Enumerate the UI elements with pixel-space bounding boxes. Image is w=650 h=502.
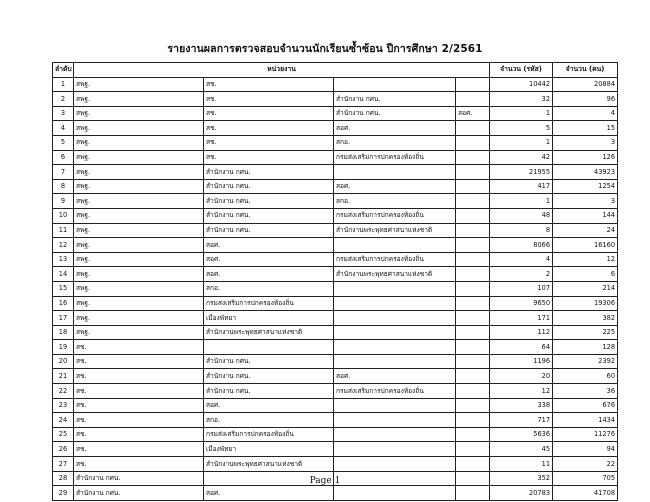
cell-seq: 29 [53,486,74,501]
cell-unit-3 [334,238,456,253]
cell-count-people: 1254 [553,179,618,194]
cell-unit-1: สพฐ. [74,296,204,311]
page-footer: Page 1 [309,476,341,486]
cell-count-people: 96 [553,92,618,107]
cell-unit-4 [456,165,490,180]
cell-count-people: 214 [553,281,618,296]
cell-unit-3: สำนักงานพระพุทธศาสนาแห่งชาติ [334,267,456,282]
cell-seq: 8 [53,179,74,194]
cell-unit-1: สช. [74,369,204,384]
cell-unit-2: สำนักงานพระพุทธศาสนาแห่งชาติ [204,457,334,472]
table-row [53,442,618,457]
cell-seq: 26 [53,442,74,457]
cell-unit-4 [456,369,490,384]
cell-unit-2: สกอ. [204,281,334,296]
cell-count-ids: 20 [490,369,553,384]
cell-unit-3: กรมส่งเสริมการปกครองท้องถิ่น [334,384,456,399]
cell-unit-3: สำนักงาน กศน. [334,92,456,107]
header-count-ids: จำนวน (รหัส) [490,63,553,78]
cell-unit-2: เมืองพัทยา [204,311,334,326]
cell-unit-4: สอศ. [456,106,490,121]
cell-unit-1: สพฐ. [74,165,204,180]
cell-unit-2: สช. [204,135,334,150]
cell-unit-4 [456,325,490,340]
cell-count-ids: 45 [490,442,553,457]
cell-seq: 10 [53,208,74,223]
cell-unit-2: สอศ. [204,486,334,501]
cell-unit-3 [334,165,456,180]
cell-seq: 27 [53,457,74,472]
cell-unit-1: สำนักงาน กศน. [74,471,204,486]
cell-unit-3: สกอ. [334,194,456,209]
cell-count-people: 2392 [553,354,618,369]
cell-unit-3 [334,442,456,457]
cell-unit-2: สอศ. [204,238,334,253]
cell-count-people: 60 [553,369,618,384]
cell-unit-2: สำนักงานพระพุทธศาสนาแห่งชาติ [204,325,334,340]
cell-count-ids: 10442 [490,77,553,92]
cell-count-ids: 1 [490,135,553,150]
cell-unit-4 [456,208,490,223]
cell-unit-1: สช. [74,457,204,472]
cell-unit-3: สกอ. [334,135,456,150]
cell-unit-4 [456,267,490,282]
table-row [53,106,618,121]
cell-count-ids: 20783 [490,486,553,501]
cell-unit-4 [456,311,490,326]
cell-unit-4 [456,194,490,209]
table-row [53,296,618,311]
cell-unit-3 [334,325,456,340]
cell-unit-1: สพฐ. [74,194,204,209]
cell-unit-4 [456,486,490,501]
cell-unit-4 [456,223,490,238]
table-row [53,486,618,501]
cell-unit-2: สกอ. [204,413,334,428]
cell-unit-1: สช. [74,354,204,369]
cell-count-people: 11276 [553,427,618,442]
cell-unit-1: สพฐ. [74,238,204,253]
header-count-people: จำนวน (คน) [553,63,618,78]
cell-count-ids: 4 [490,252,553,267]
cell-unit-4 [456,252,490,267]
cell-seq: 4 [53,121,74,136]
cell-count-people: 19306 [553,296,618,311]
table-row [53,194,618,209]
table-row [53,427,618,442]
cell-unit-1: สพฐ. [74,92,204,107]
cell-count-people: 24 [553,223,618,238]
cell-unit-4 [456,92,490,107]
cell-count-people: 144 [553,208,618,223]
cell-unit-1: สช. [74,413,204,428]
cell-unit-1: สพฐ. [74,106,204,121]
cell-unit-1: สช. [74,340,204,355]
cell-unit-4 [456,413,490,428]
cell-unit-3 [334,77,456,92]
cell-unit-1: สพฐ. [74,208,204,223]
cell-unit-1: สพฐ. [74,121,204,136]
cell-count-ids: 2 [490,267,553,282]
cell-unit-3 [334,398,456,413]
cell-unit-1: สพฐ. [74,135,204,150]
cell-count-ids: 8066 [490,238,553,253]
table-row [53,208,618,223]
cell-seq: 28 [53,471,74,486]
cell-unit-4 [456,150,490,165]
table-row [53,281,618,296]
cell-seq: 3 [53,106,74,121]
cell-unit-1: สช. [74,384,204,399]
cell-count-ids: 42 [490,150,553,165]
table-row [53,457,618,472]
cell-unit-3 [334,296,456,311]
table-row [53,340,618,355]
cell-count-people: 94 [553,442,618,457]
cell-unit-3 [334,354,456,369]
cell-count-people: 225 [553,325,618,340]
cell-seq: 14 [53,267,74,282]
table-row [53,384,618,399]
cell-count-people: 3 [553,135,618,150]
cell-count-people: 16160 [553,238,618,253]
cell-seq: 5 [53,135,74,150]
table-row [53,413,618,428]
table-row [53,165,618,180]
cell-seq: 6 [53,150,74,165]
cell-unit-3: สอศ. [334,179,456,194]
cell-count-people: 705 [553,471,618,486]
cell-seq: 20 [53,354,74,369]
cell-unit-4 [456,121,490,136]
cell-seq: 22 [53,384,74,399]
header-seq: ลำดับ [53,63,74,78]
cell-unit-4 [456,427,490,442]
table-row [53,92,618,107]
cell-seq: 1 [53,77,74,92]
cell-unit-2: สำนักงาน กศน. [204,194,334,209]
cell-unit-2: สำนักงาน กศน. [204,384,334,399]
cell-unit-4 [456,281,490,296]
cell-unit-3: กรมส่งเสริมการปกครองท้องถิ่น [334,150,456,165]
cell-count-ids: 112 [490,325,553,340]
cell-unit-1: สพฐ. [74,179,204,194]
cell-unit-2: เมืองพัทยา [204,442,334,457]
cell-unit-2: สอศ. [204,398,334,413]
cell-unit-3 [334,311,456,326]
cell-unit-3 [334,457,456,472]
table-row [53,135,618,150]
cell-count-people: 15 [553,121,618,136]
cell-unit-4 [456,384,490,399]
cell-unit-2: สำนักงาน กศน. [204,223,334,238]
cell-unit-1: สพฐ. [74,311,204,326]
cell-unit-4 [456,179,490,194]
header-unit: หน่วยงาน [74,63,490,78]
cell-seq: 12 [53,238,74,253]
table-row [53,311,618,326]
cell-count-ids: 717 [490,413,553,428]
cell-unit-4 [456,340,490,355]
cell-unit-3: สำนักงาน กศน. [334,106,456,121]
cell-unit-2: สช. [204,121,334,136]
cell-seq: 16 [53,296,74,311]
cell-count-ids: 1 [490,194,553,209]
cell-unit-3: สำนักงานพระพุทธศาสนาแห่งชาติ [334,223,456,238]
cell-count-ids: 32 [490,92,553,107]
cell-count-ids: 1 [490,106,553,121]
cell-unit-4 [456,398,490,413]
cell-unit-2: สช. [204,77,334,92]
cell-seq: 2 [53,92,74,107]
cell-count-ids: 12 [490,384,553,399]
cell-count-ids: 48 [490,208,553,223]
cell-count-people: 43923 [553,165,618,180]
cell-count-ids: 21955 [490,165,553,180]
cell-count-ids: 9650 [490,296,553,311]
cell-seq: 13 [53,252,74,267]
cell-count-people: 126 [553,150,618,165]
cell-count-people: 12 [553,252,618,267]
cell-unit-2: กรมส่งเสริมการปกครองท้องถิ่น [204,296,334,311]
cell-count-people: 20884 [553,77,618,92]
cell-count-people: 1434 [553,413,618,428]
cell-unit-2: สำนักงาน กศน. [204,208,334,223]
cell-unit-3 [334,413,456,428]
cell-unit-2: สำนักงาน กศน. [204,354,334,369]
table-row [53,398,618,413]
cell-unit-4 [456,296,490,311]
cell-count-people: 6 [553,267,618,282]
cell-unit-3 [334,281,456,296]
table-row [53,354,618,369]
cell-unit-2: สอศ. [204,267,334,282]
table-row [53,179,618,194]
cell-unit-4 [456,238,490,253]
cell-count-people: 128 [553,340,618,355]
cell-count-ids: 1196 [490,354,553,369]
cell-count-ids: 11 [490,457,553,472]
cell-unit-1: สช. [74,442,204,457]
cell-unit-2: สำนักงาน กศน. [204,179,334,194]
cell-unit-1: สพฐ. [74,77,204,92]
cell-count-ids: 107 [490,281,553,296]
table-row [53,369,618,384]
cell-unit-1: สำนักงาน กศน. [74,486,204,501]
cell-unit-4 [456,77,490,92]
cell-count-ids: 352 [490,471,553,486]
cell-count-people: 676 [553,398,618,413]
cell-unit-4 [456,135,490,150]
cell-unit-3 [334,486,456,501]
cell-unit-4 [456,442,490,457]
cell-unit-1: สช. [74,427,204,442]
cell-unit-3: สอศ. [334,121,456,136]
cell-unit-1: สพฐ. [74,223,204,238]
table-row [53,238,618,253]
cell-count-ids: 5 [490,121,553,136]
cell-unit-1: สพฐ. [74,150,204,165]
cell-seq: 23 [53,398,74,413]
table-row [53,325,618,340]
cell-unit-3: กรมส่งเสริมการปกครองท้องถิ่น [334,252,456,267]
cell-unit-1: สพฐ. [74,325,204,340]
cell-unit-1: สพฐ. [74,267,204,282]
cell-unit-3: สอศ. [334,369,456,384]
cell-unit-2: สำนักงาน กศน. [204,165,334,180]
cell-unit-2 [204,340,334,355]
cell-unit-2: สอศ. [204,252,334,267]
cell-unit-2: สำนักงาน กศน. [204,369,334,384]
cell-seq: 24 [53,413,74,428]
cell-unit-2: สช. [204,106,334,121]
cell-unit-2: สช. [204,92,334,107]
table-row [53,150,618,165]
cell-seq: 17 [53,311,74,326]
cell-unit-4 [456,457,490,472]
cell-unit-3: กรมส่งเสริมการปกครองท้องถิ่น [334,208,456,223]
cell-count-people: 36 [553,384,618,399]
cell-count-ids: 417 [490,179,553,194]
cell-count-ids: 338 [490,398,553,413]
cell-seq: 19 [53,340,74,355]
cell-count-people: 382 [553,311,618,326]
cell-seq: 11 [53,223,74,238]
cell-count-people: 3 [553,194,618,209]
cell-seq: 9 [53,194,74,209]
header-row [53,63,618,78]
cell-seq: 7 [53,165,74,180]
cell-unit-1: สพฐ. [74,252,204,267]
cell-unit-3 [334,340,456,355]
table-row [53,267,618,282]
cell-count-people: 22 [553,457,618,472]
table-row [53,223,618,238]
table-row [53,252,618,267]
cell-count-ids: 5636 [490,427,553,442]
cell-count-ids: 171 [490,311,553,326]
cell-count-ids: 64 [490,340,553,355]
cell-unit-1: สพฐ. [74,281,204,296]
table-row [53,121,618,136]
cell-seq: 18 [53,325,74,340]
cell-count-ids: 8 [490,223,553,238]
cell-count-people: 41708 [553,486,618,501]
report-table [52,62,618,501]
cell-unit-3 [334,427,456,442]
report-title: รายงานผลการตรวจสอบจำนวนนักเรียนซ้ำซ้อน ปีการศึกษา 2/2561 [167,43,483,55]
cell-unit-2: กรมส่งเสริมการปกครองท้องถิ่น [204,427,334,442]
cell-unit-2: สช. [204,150,334,165]
cell-seq: 21 [53,369,74,384]
cell-unit-1: สช. [74,398,204,413]
cell-unit-4 [456,354,490,369]
cell-count-people: 4 [553,106,618,121]
table-row [53,77,618,92]
cell-seq: 25 [53,427,74,442]
cell-seq: 15 [53,281,74,296]
